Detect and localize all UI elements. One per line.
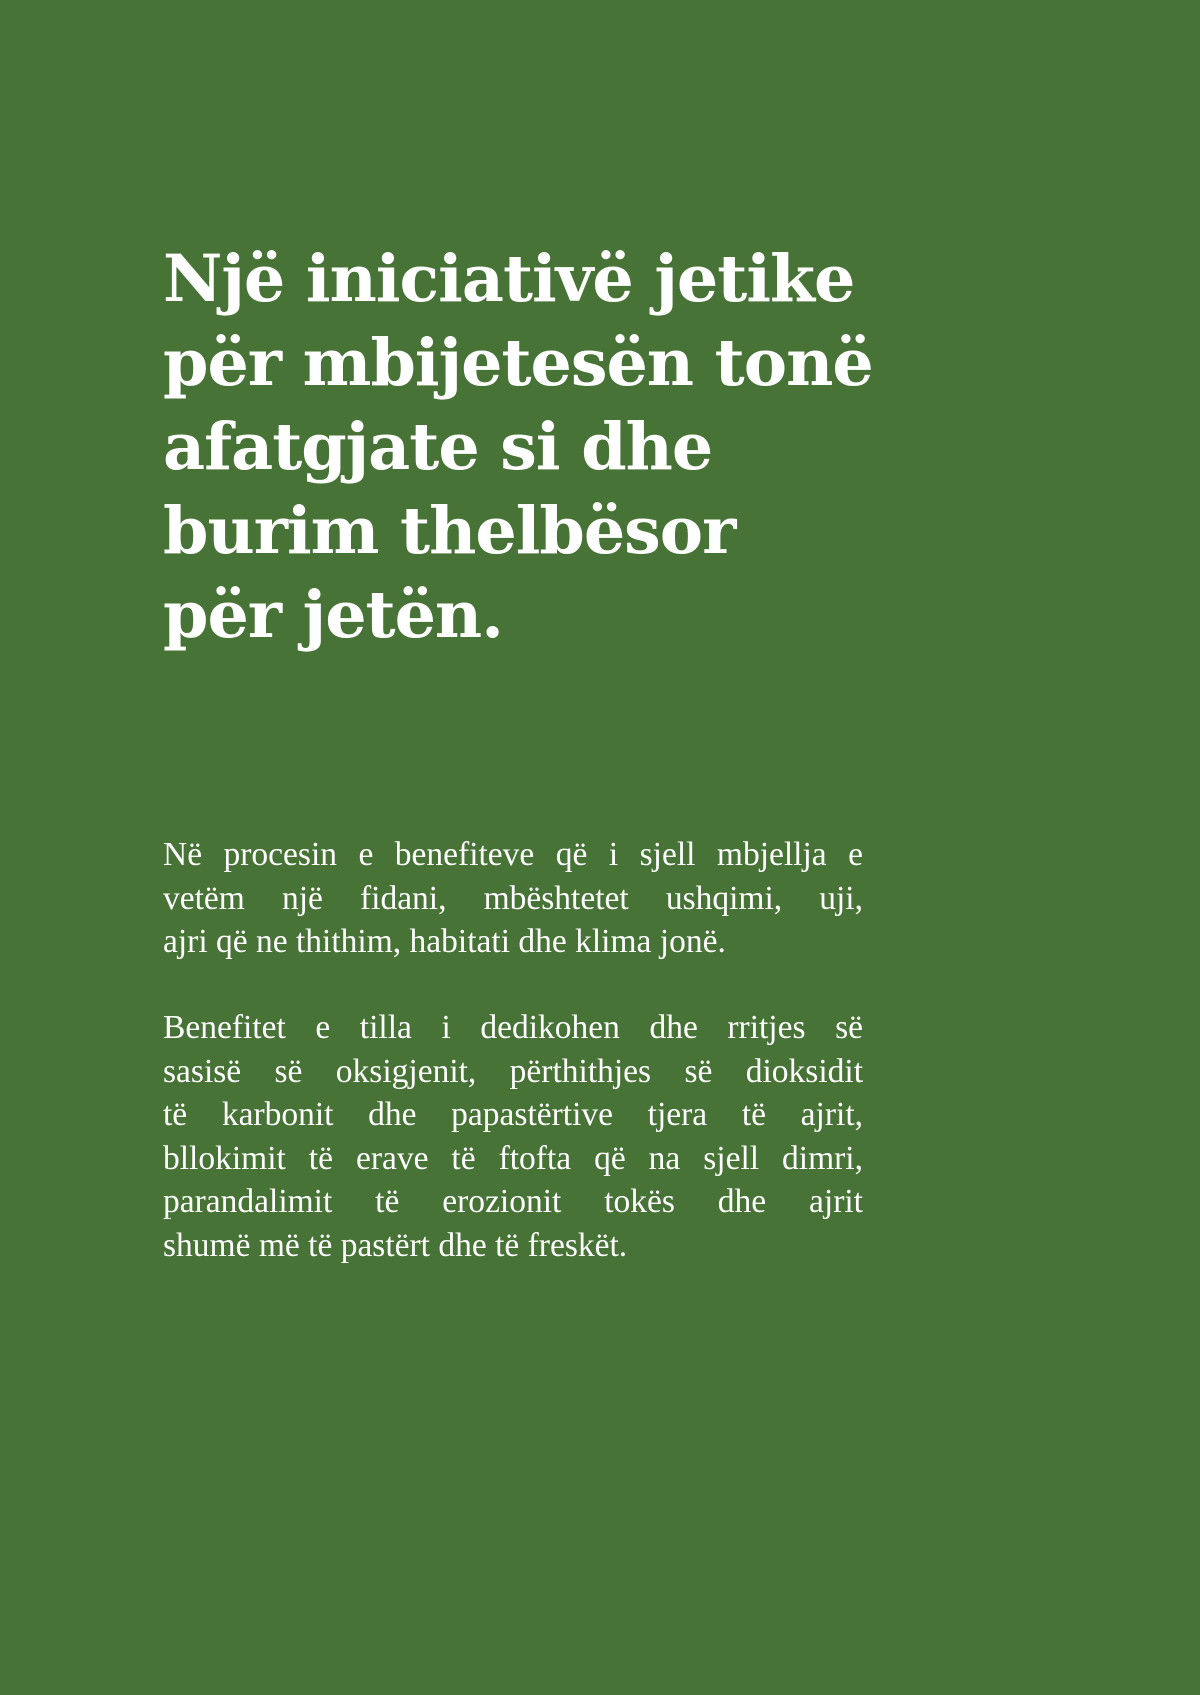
title-line: për jetën. [163,577,503,653]
title-line: burim thelbësor [163,493,736,569]
paragraph-line: Benefitet e tilla i dedikohen dhe rritjes së [163,1009,863,1046]
paragraph-line: bllokimit të erave të ftofta që na sjell dimri, [163,1139,863,1177]
paragraph-line: parandalimit të erozionit tokës dhe ajrit [163,1183,863,1220]
page-title [163,237,903,657]
body-paragraph-2 [163,1006,863,1267]
title-line: për mbijetesën tonë [163,325,873,401]
body-paragraph-1 [163,833,863,964]
paragraph-line: sasisë së oksigjenit, përthithjes së dioksidit [163,1052,863,1090]
title-line: Një iniciativë jetike [163,241,855,317]
paragraph-line: shumë më të pastërt dhe të freskët. [163,1226,628,1264]
paragraph-line: vetëm një fidani, mbështetet ushqimi, uji, [163,879,863,917]
paragraph-line: ajri që ne thithim, habitati dhe klima jonë. [163,923,726,960]
paragraph-line: Në procesin e benefiteve që i sjell mbjellja e [163,836,863,873]
title-line: afatgjate si dhe [163,409,713,485]
paragraph-line: të karbonit dhe papastërtive tjera të ajrit, [163,1096,863,1133]
